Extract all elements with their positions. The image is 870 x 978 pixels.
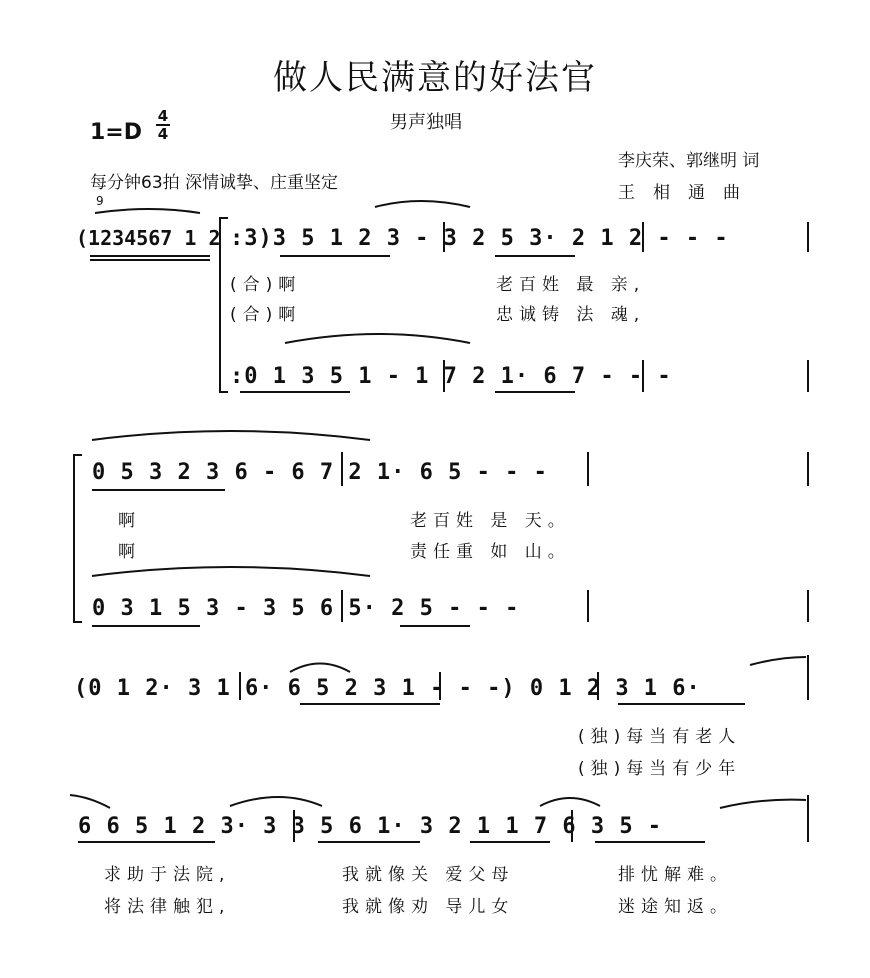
system2-bracket: [74, 455, 82, 622]
lyricist-credit: 李庆荣、郭继明 词: [618, 151, 760, 171]
system2-lyric2-end: 责任重 如 山。: [410, 542, 571, 562]
slur: [290, 664, 350, 673]
slur: [230, 797, 322, 806]
meter-bottom: 4: [157, 125, 169, 143]
system2-lyric2-start: 啊: [118, 542, 141, 562]
system4-lyric1-part1: 求助于法院,: [104, 865, 231, 885]
slur: [750, 657, 806, 665]
performance-subtitle: 男声独唱: [390, 112, 462, 133]
system4-notes: 6 6 5 1 2 3· 3 3 5 6 1· 3 2 1 1 7 6 3 5 -: [78, 814, 663, 839]
system2-lyric1-end: 老百姓 是 天。: [410, 511, 571, 531]
system3-lyric1: (独)每当有老人: [578, 727, 742, 747]
system4-lyric2-part2: 我就像劝 导儿女: [342, 897, 515, 917]
slur: [720, 800, 806, 808]
slur: [92, 567, 370, 576]
slur: [70, 795, 110, 808]
system4-lyric2-part3: 迷途知返。: [618, 897, 733, 917]
system2-lyric1-start: 啊: [118, 511, 141, 531]
system3-lyric2: (独)每当有少年: [578, 759, 742, 779]
intro-tuplet-number: 9: [96, 194, 104, 208]
key-signature: 1=D: [90, 120, 143, 145]
slur: [540, 798, 600, 806]
intro-notes: (1234567 1 2: [76, 226, 221, 250]
slur: [285, 334, 470, 343]
slur: [92, 431, 370, 440]
system3-notes: (0 1 2· 3 1 6· 6 5 2 3 1 - - -) 0 1 2 3 1 6·: [74, 676, 701, 701]
system1-lyric1-end: 老百姓 最 亲,: [496, 275, 646, 295]
system1-upper-notes: :3)3 5 1 2 3 - 3 2 5 3· 2 1 2 - - -: [230, 226, 729, 251]
tuplet-bracket: [95, 209, 200, 213]
system4-lyric1-part2: 我就像关 爱父母: [342, 865, 515, 885]
system1-bracket: [220, 218, 228, 392]
system4-lyric2-part1: 将法律触犯,: [104, 897, 231, 917]
system1-lyric2-end: 忠诚铸 法 魂,: [496, 305, 646, 325]
meter-top: 4: [157, 107, 169, 125]
system1-lyric1-start: (合)啊: [230, 275, 302, 295]
system2-lower-notes: 0 3 1 5 3 - 3 5 6 5· 2 5 - - -: [92, 596, 520, 621]
system2-upper-notes: 0 5 3 2 3 6 - 6 7 2 1· 6 5 - - -: [92, 460, 548, 485]
system1-lower-notes: :0 1 3 5 1 - 1 7 2 1· 6 7 - - -: [230, 364, 672, 389]
system4-lyric1-part3: 排忧解难。: [618, 865, 733, 885]
system1-lyric2-start: (合)啊: [230, 305, 302, 325]
song-title: 做人民满意的好法官: [273, 58, 597, 98]
tempo-marking: 每分钟63拍 深情诚挚、庄重坚定: [90, 173, 339, 193]
composer-credit: 王相通曲: [618, 183, 758, 203]
slur: [375, 201, 470, 207]
